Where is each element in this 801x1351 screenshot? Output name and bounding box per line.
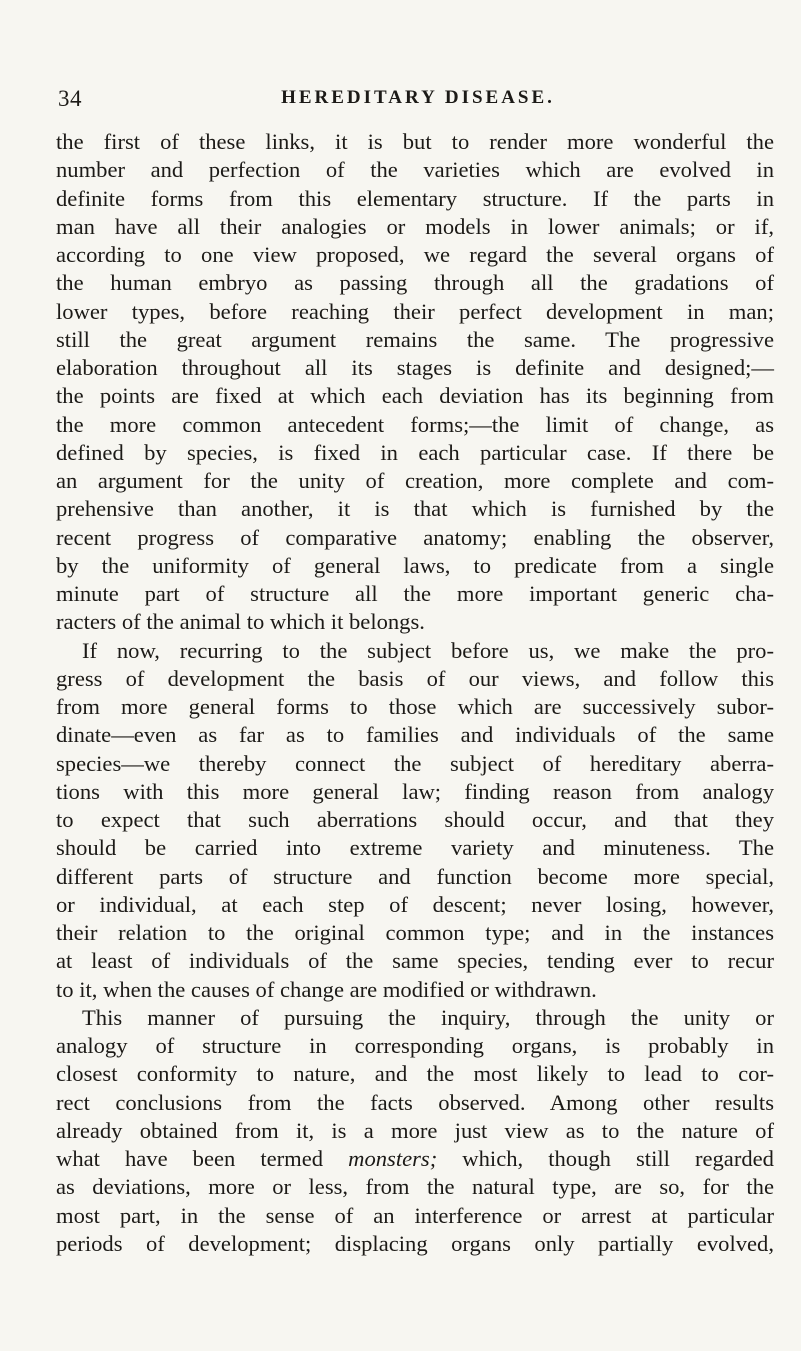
text-span: which, though still regarded xyxy=(462,1146,774,1171)
text-line: species—we thereby connect the subject of hereditary aberra- xyxy=(56,750,774,776)
text-line: most part, in the sense of an interference or arrest at particular xyxy=(56,1202,774,1228)
text-line: to it, when the causes of change are modified or withdrawn. xyxy=(56,976,597,1002)
text-line: from more general forms to those which are successively subor- xyxy=(56,694,774,719)
text-line: their relation to the original common type; and in the instances xyxy=(56,920,774,945)
text-span: what have been termed xyxy=(56,1146,324,1171)
text-line: analogy of structure in corresponding organs, is probably in xyxy=(56,1033,774,1058)
page-header xyxy=(58,86,778,116)
text-line: as deviations, more or less, from the natural type, are so, for the xyxy=(56,1174,774,1200)
text-line: racters of the animal to which it belongs. xyxy=(56,609,425,635)
text-line: closest conformity to nature, and the most likely to lead to cor- xyxy=(56,1061,774,1087)
text-line: at least of individuals of the same species, tending ever to recur xyxy=(56,948,774,974)
body-text xyxy=(56,128,774,1258)
text-line: the more common antecedent forms;—the limit of change, as xyxy=(56,411,774,437)
text-line: should be carried into extreme variety and minuteness. The xyxy=(56,835,774,861)
text-line: minute part of structure all the more important generic cha- xyxy=(56,581,774,606)
text-line: an argument for the unity of creation, more complete and com- xyxy=(56,468,774,493)
text-line: prehensive than another, it is that which is furnished by the xyxy=(56,496,774,522)
text-line: defined by species, is fixed in each particular case. If there be xyxy=(56,439,774,465)
text-line: to expect that such aberrations should occur, and that they xyxy=(56,807,774,832)
text-line: man have all their analogies or models in lower animals; or if, xyxy=(56,213,774,239)
text-line: different parts of structure and function become more special, xyxy=(56,863,774,889)
italic-term: monsters; xyxy=(348,1146,438,1171)
text-line: rect conclusions from the facts observed. Among other results xyxy=(56,1089,774,1115)
text-line: If now, recurring to the subject before us, we make the pro- xyxy=(82,637,774,663)
text-line: gress of development the basis of our views, and follow this xyxy=(56,665,774,691)
text-line: the first of these links, it is but to render more wonderful the xyxy=(56,129,774,154)
text-line: tions with this more general law; finding reason from analogy xyxy=(56,778,774,804)
text-line xyxy=(56,1145,774,1173)
page-number: 34 xyxy=(58,86,82,111)
text-line: by the uniformity of general laws, to predicate from a single xyxy=(56,552,774,578)
text-line: recent progress of comparative anatomy; enabling the observer, xyxy=(56,524,774,550)
text-line: according to one view proposed, we regard the several organs of xyxy=(56,242,774,267)
text-line: definite forms from this elementary structure. If the parts in xyxy=(56,185,774,211)
text-line: number and perfection of the varieties which are evolved in xyxy=(56,157,774,183)
text-line: still the great argument remains the same. The progressive xyxy=(56,326,774,352)
text-line: the human embryo as passing through all the gradations of xyxy=(56,270,774,296)
text-line: This manner of pursuing the inquiry, through the unity or xyxy=(82,1004,774,1030)
text-line: dinate—even as far as to families and individuals of the same xyxy=(56,722,774,748)
text-line: lower types, before reaching their perfect development in man; xyxy=(56,298,774,324)
text-line: or individual, at each step of descent; never losing, however, xyxy=(56,891,774,917)
text-line: the points are fixed at which each deviation has its beginning from xyxy=(56,383,774,409)
text-line: already obtained from it, is a more just view as to the nature of xyxy=(56,1117,774,1143)
running-title: HEREDITARY DISEASE. xyxy=(281,87,555,108)
text-line: elaboration throughout all its stages is definite and designed;— xyxy=(56,355,774,380)
text-line: periods of development; displacing organs only partially evolved, xyxy=(56,1230,774,1256)
